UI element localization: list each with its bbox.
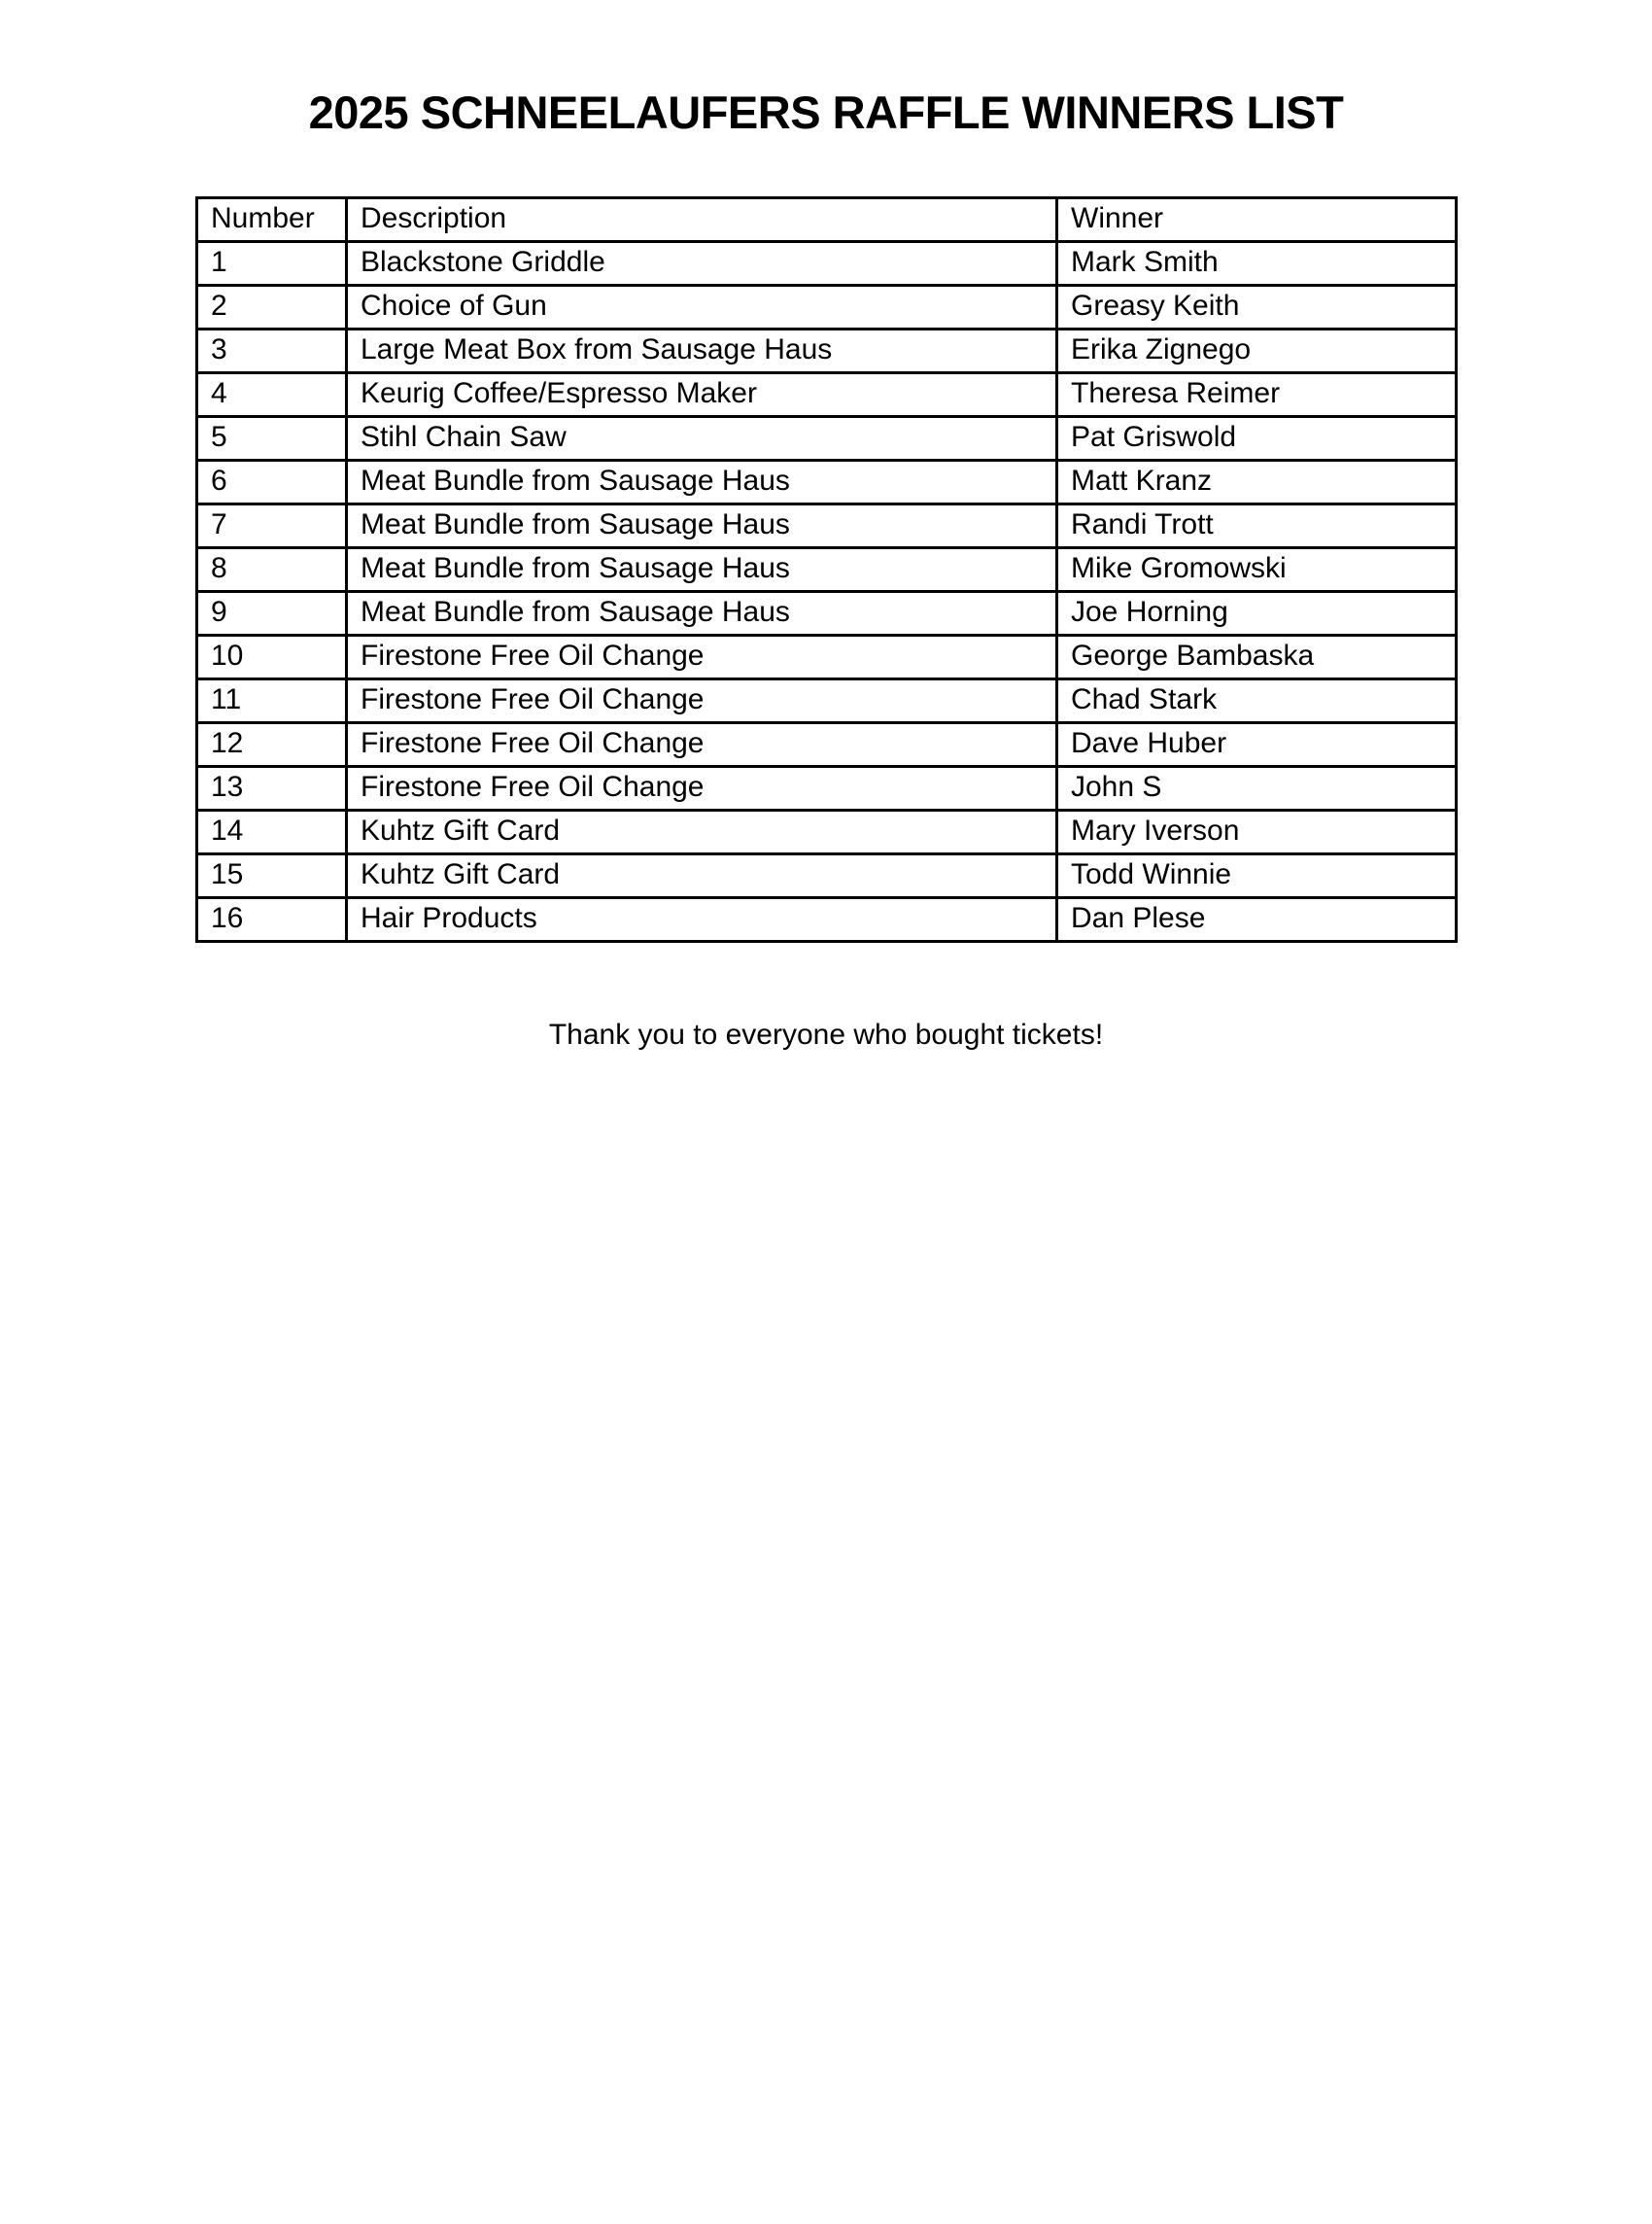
row-winner-cell: Randi Trott [1057,504,1457,548]
row-number-cell: 6 [197,461,347,504]
table-row [197,767,1457,811]
table-row [197,854,1457,898]
row-description-cell: Firestone Free Oil Change [347,679,1057,723]
row-description-cell: Hair Products [347,898,1057,942]
row-number-cell: 2 [197,286,347,330]
table-body [197,242,1457,942]
row-winner-cell: Pat Griswold [1057,417,1457,461]
table-row [197,548,1457,592]
table-row [197,286,1457,330]
row-winner-cell: Chad Stark [1057,679,1457,723]
page-title: 2025 SCHNEELAUFERS RAFFLE WINNERS LIST [308,87,1344,138]
table-row [197,373,1457,417]
row-description-cell: Meat Bundle from Sausage Haus [347,504,1057,548]
table-row [197,417,1457,461]
row-winner-cell: Erika Zignego [1057,330,1457,373]
row-winner-cell: Mark Smith [1057,242,1457,286]
row-description-cell: Meat Bundle from Sausage Haus [347,592,1057,636]
row-number-cell: 16 [197,898,347,942]
footer-message: Thank you to everyone who bought tickets! [548,1019,1104,1051]
row-description-cell: Large Meat Box from Sausage Haus [347,330,1057,373]
row-description-cell: Firestone Free Oil Change [347,767,1057,811]
row-winner-cell: Mike Gromowski [1057,548,1457,592]
row-winner-cell: Theresa Reimer [1057,373,1457,417]
table-row [197,723,1457,767]
header-cell-number: Number [197,198,347,242]
table-row [197,592,1457,636]
row-winner-cell: George Bambaska [1057,636,1457,679]
table-row [197,679,1457,723]
row-number-cell: 9 [197,592,347,636]
row-number-cell: 3 [197,330,347,373]
table-row [197,811,1457,854]
row-winner-cell: John S [1057,767,1457,811]
header-cell-description: Description [347,198,1057,242]
row-number-cell: 10 [197,636,347,679]
table-row [197,461,1457,504]
row-number-cell: 8 [197,548,347,592]
row-number-cell: 5 [197,417,347,461]
row-description-cell: Kuhtz Gift Card [347,854,1057,898]
table-row [197,898,1457,942]
row-winner-cell: Matt Kranz [1057,461,1457,504]
table-header-row [197,198,1457,242]
row-description-cell: Firestone Free Oil Change [347,723,1057,767]
table-row [197,504,1457,548]
table-row [197,330,1457,373]
row-winner-cell: Dave Huber [1057,723,1457,767]
row-number-cell: 4 [197,373,347,417]
row-description-cell: Meat Bundle from Sausage Haus [347,461,1057,504]
winners-table [195,196,1458,943]
table-row [197,242,1457,286]
row-description-cell: Kuhtz Gift Card [347,811,1057,854]
row-number-cell: 7 [197,504,347,548]
row-description-cell: Meat Bundle from Sausage Haus [347,548,1057,592]
row-description-cell: Keurig Coffee/Espresso Maker [347,373,1057,417]
row-description-cell: Blackstone Griddle [347,242,1057,286]
row-description-cell: Firestone Free Oil Change [347,636,1057,679]
row-winner-cell: Joe Horning [1057,592,1457,636]
row-number-cell: 15 [197,854,347,898]
row-winner-cell: Dan Plese [1057,898,1457,942]
row-number-cell: 11 [197,679,347,723]
table-row [197,636,1457,679]
row-description-cell: Choice of Gun [347,286,1057,330]
row-winner-cell: Mary Iverson [1057,811,1457,854]
row-number-cell: 12 [197,723,347,767]
row-description-cell: Stihl Chain Saw [347,417,1057,461]
row-number-cell: 14 [197,811,347,854]
header-cell-winner: Winner [1057,198,1457,242]
row-winner-cell: Greasy Keith [1057,286,1457,330]
row-winner-cell: Todd Winnie [1057,854,1457,898]
row-number-cell: 1 [197,242,347,286]
row-number-cell: 13 [197,767,347,811]
